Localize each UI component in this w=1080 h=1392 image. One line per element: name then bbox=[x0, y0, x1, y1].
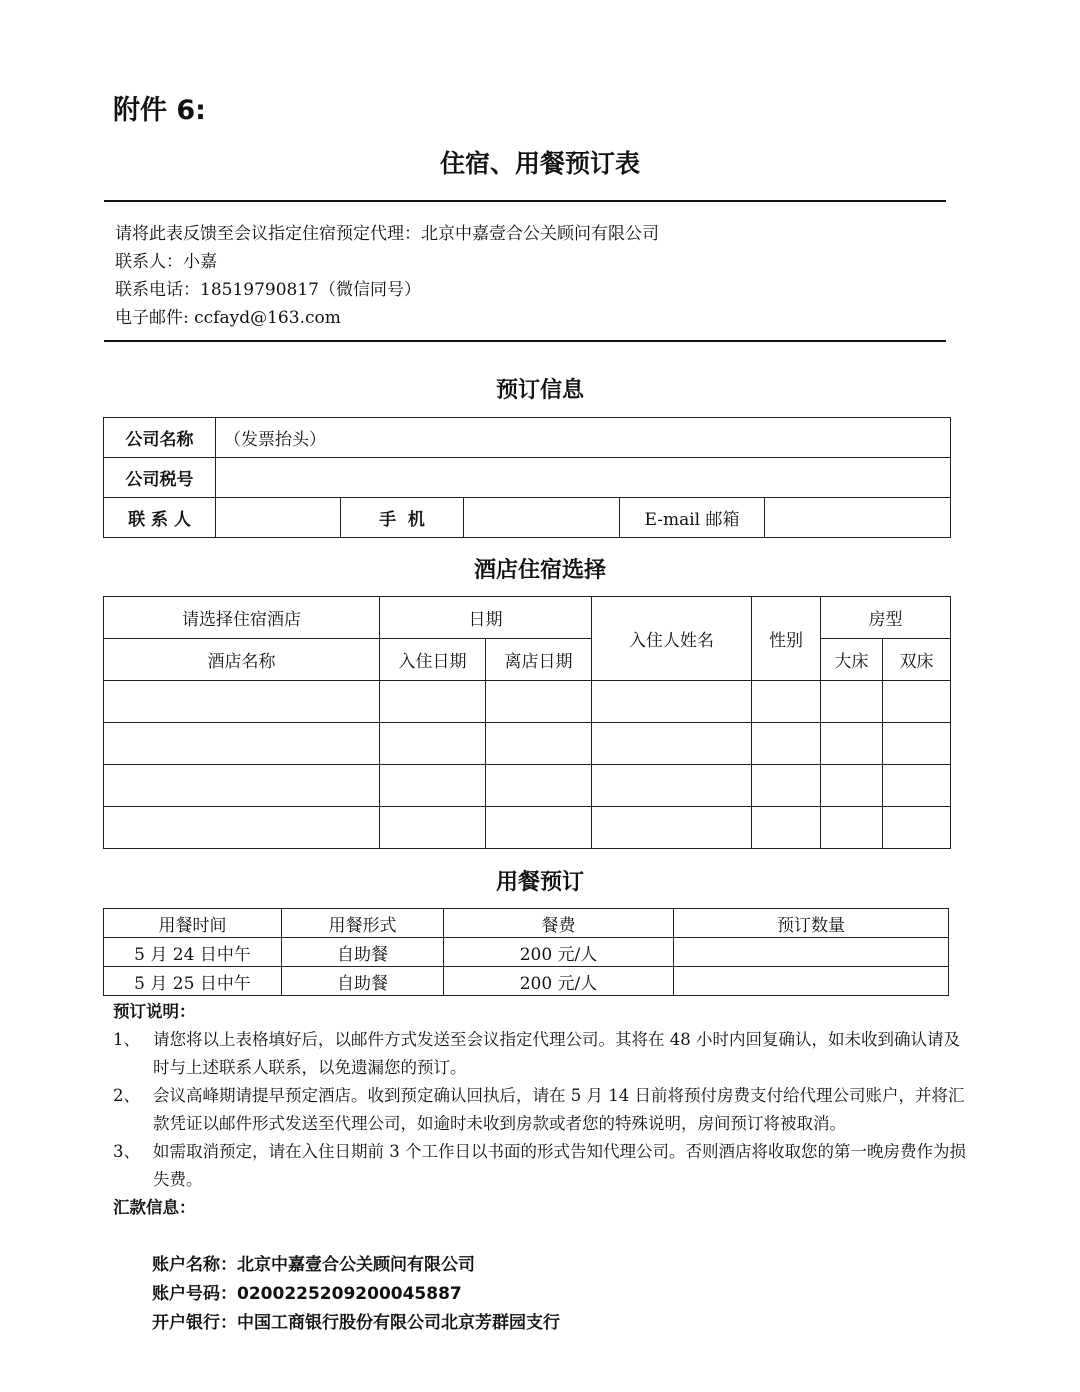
contact-person: 联系人：小嘉 bbox=[115, 252, 217, 272]
mobile-field[interactable] bbox=[464, 498, 620, 538]
meal-type-header: 用餐形式 bbox=[282, 909, 444, 938]
meal-booking-table bbox=[103, 908, 949, 996]
divider-top bbox=[104, 200, 946, 202]
gender-cell[interactable] bbox=[752, 765, 821, 807]
twin-bed-header: 双床 bbox=[883, 639, 951, 681]
gender-cell[interactable] bbox=[752, 807, 821, 849]
checkin-cell[interactable] bbox=[380, 723, 486, 765]
hotel-name-cell[interactable] bbox=[104, 807, 380, 849]
contact-email: 电子邮件: ccfayd@163.com bbox=[115, 308, 341, 328]
tax-id-field[interactable] bbox=[216, 458, 951, 498]
guest-name-cell[interactable] bbox=[592, 681, 752, 723]
gender-cell[interactable] bbox=[752, 681, 821, 723]
hotel-name-cell[interactable] bbox=[104, 765, 380, 807]
note-text: 如需取消预定，请在入住日期前 3 个工作日以书面的形式告知代理公司。否则酒店将收取您的第一晚房费作为损失费。 bbox=[153, 1142, 966, 1189]
checkout-cell[interactable] bbox=[486, 765, 592, 807]
table-row bbox=[104, 765, 951, 807]
checkout-header: 离店日期 bbox=[486, 639, 592, 681]
meal-quantity-header: 预订数量 bbox=[674, 909, 949, 938]
note-text: 请您将以上表格填好后，以邮件方式发送至会议指定代理公司。其将在 48 小时内回复确认，如未收到确认请及时与上述联系人联系，以免遗漏您的预订。 bbox=[153, 1030, 960, 1077]
hotel-name-cell[interactable] bbox=[104, 723, 380, 765]
twin-bed-cell[interactable] bbox=[883, 765, 951, 807]
checkin-cell[interactable] bbox=[380, 765, 486, 807]
guest-name-cell[interactable] bbox=[592, 807, 752, 849]
meal-quantity-cell[interactable] bbox=[674, 967, 949, 996]
account-number: 账户号码：0200225209200045887 bbox=[152, 1284, 462, 1304]
bank-name: 开户银行：中国工商银行股份有限公司北京芳群园支行 bbox=[152, 1313, 560, 1333]
king-bed-cell[interactable] bbox=[821, 765, 883, 807]
gender-header: 性别 bbox=[752, 597, 821, 681]
date-header: 日期 bbox=[380, 597, 592, 639]
hotel-name-header: 酒店名称 bbox=[104, 639, 380, 681]
meal-fee-cell: 200 元/人 bbox=[444, 967, 674, 996]
guest-name-cell[interactable] bbox=[592, 765, 752, 807]
checkin-cell[interactable] bbox=[380, 807, 486, 849]
meal-fee-cell: 200 元/人 bbox=[444, 938, 674, 967]
company-name-field[interactable] bbox=[216, 418, 951, 458]
note-text: 会议高峰期请提早预定酒店。收到预定确认回执后，请在 5 月 14 日前将预付房费支付给代理公司账户，并将汇款凭证以邮件形式发送至代理公司，如逾时未收到房款或者您的特殊说明，房间预订将被取消。 bbox=[153, 1086, 965, 1133]
note-number: 3、 bbox=[113, 1142, 140, 1161]
company-name-hint: （发票抬头） bbox=[224, 430, 326, 450]
twin-bed-cell[interactable] bbox=[883, 807, 951, 849]
table-row bbox=[104, 681, 951, 723]
meal-heading: 用餐预订 bbox=[495, 870, 584, 895]
list-item bbox=[113, 1026, 973, 1082]
meal-type-cell: 自助餐 bbox=[282, 938, 444, 967]
hotel-name-cell[interactable] bbox=[104, 681, 380, 723]
hotel-heading: 酒店住宿选择 bbox=[473, 558, 606, 583]
table-row bbox=[104, 938, 949, 967]
checkout-cell[interactable] bbox=[486, 723, 592, 765]
checkin-cell[interactable] bbox=[380, 681, 486, 723]
list-item bbox=[113, 1082, 973, 1138]
table-row bbox=[104, 723, 951, 765]
contact-person-field[interactable] bbox=[216, 498, 341, 538]
remit-details bbox=[152, 1251, 560, 1338]
email-field[interactable] bbox=[765, 498, 951, 538]
divider-bottom bbox=[104, 340, 946, 342]
table-row bbox=[104, 967, 949, 996]
king-bed-cell[interactable] bbox=[821, 723, 883, 765]
meal-time-header: 用餐时间 bbox=[104, 909, 282, 938]
king-bed-cell[interactable] bbox=[821, 807, 883, 849]
notes-heading: 预订说明： bbox=[113, 1002, 196, 1021]
meal-time-cell: 5 月 24 日中午 bbox=[104, 938, 282, 967]
guest-name-header: 入住人姓名 bbox=[592, 597, 752, 681]
contact-phone: 联系电话：18519790817（微信同号） bbox=[115, 280, 421, 300]
list-item bbox=[113, 1138, 973, 1194]
booking-info-table bbox=[103, 417, 951, 538]
checkout-cell[interactable] bbox=[486, 681, 592, 723]
booking-heading: 预订信息 bbox=[495, 378, 584, 403]
table-row bbox=[104, 807, 951, 849]
twin-bed-cell[interactable] bbox=[883, 723, 951, 765]
meal-type-cell: 自助餐 bbox=[282, 967, 444, 996]
tax-id-label: 公司税号 bbox=[104, 458, 216, 498]
company-name-label: 公司名称 bbox=[104, 418, 216, 458]
guest-name-cell[interactable] bbox=[592, 723, 752, 765]
hotel-selection-table bbox=[103, 596, 951, 849]
contact-agency: 请将此表反馈至会议指定住宿预定代理：北京中嘉壹合公关顾问有限公司 bbox=[115, 224, 659, 244]
checkout-cell[interactable] bbox=[486, 807, 592, 849]
meal-quantity-cell[interactable] bbox=[674, 938, 949, 967]
booking-notes bbox=[113, 998, 973, 1222]
account-name: 账户名称：北京中嘉壹合公关顾问有限公司 bbox=[152, 1255, 475, 1275]
king-bed-cell[interactable] bbox=[821, 681, 883, 723]
note-number: 2、 bbox=[113, 1086, 140, 1105]
twin-bed-cell[interactable] bbox=[883, 681, 951, 723]
meal-time-cell: 5 月 25 日中午 bbox=[104, 967, 282, 996]
king-bed-header: 大床 bbox=[821, 639, 883, 681]
attachment-label: 附件 6: bbox=[113, 95, 206, 126]
gender-cell[interactable] bbox=[752, 723, 821, 765]
email-label: E-mail 邮箱 bbox=[620, 498, 765, 538]
contact-block bbox=[115, 220, 659, 332]
note-number: 1、 bbox=[113, 1030, 140, 1049]
page-title: 住宿、用餐预订表 bbox=[439, 149, 640, 178]
remit-heading: 汇款信息： bbox=[113, 1198, 196, 1217]
room-type-header: 房型 bbox=[821, 597, 951, 639]
select-hotel-header: 请选择住宿酒店 bbox=[104, 597, 380, 639]
meal-fee-header: 餐费 bbox=[444, 909, 674, 938]
mobile-label: 手 机 bbox=[341, 498, 464, 538]
checkin-header: 入住日期 bbox=[380, 639, 486, 681]
contact-person-label: 联 系 人 bbox=[104, 498, 216, 538]
